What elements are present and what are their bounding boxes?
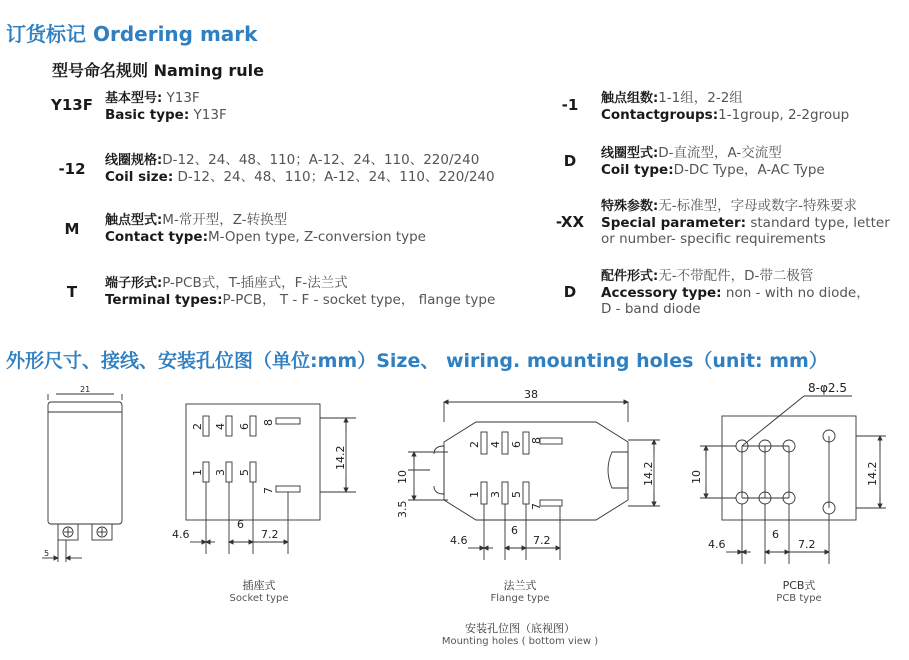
rule-coil-size: 线圈规格:D-12、24、48、110；A-12、24、110、220/240 Coil size: D-12、24、48、110；A-12、24、110、220/240 [105, 152, 495, 185]
pcb-dim-7-2: 7.2 [798, 538, 816, 551]
flange-dim-3-5: 3.5 [396, 500, 409, 518]
rule-contact-type: 触点型式:M-常开型，Z-转换型 Contact type:M-Open type, Z-conversion type [105, 212, 426, 245]
dim-width-21: 21 [80, 385, 91, 394]
flange-pin-6: 6 [510, 441, 523, 448]
caption-pcb-type: PCB式 PCB type [776, 579, 822, 604]
flange-pin-3: 3 [489, 491, 502, 498]
code-basic-type: Y13F [51, 96, 93, 114]
socket-pin-6: 6 [238, 423, 251, 430]
pcb-dim-14-2: 14.2 [866, 461, 879, 486]
code-terminal-type: T [66, 283, 78, 301]
flange-dim-10: 10 [396, 470, 409, 484]
flange-pin-4: 4 [489, 441, 502, 448]
caption-mounting-holes: 安装孔位图（底视图） Mounting holes ( bottom view ) [441, 622, 599, 647]
code-accessory-type: D [563, 283, 577, 301]
flange-dim-4-6: 4.6 [450, 534, 468, 547]
code-special-parameter: -XX [555, 213, 585, 231]
pcb-holes [736, 430, 835, 514]
pcb-dim-10: 10 [690, 470, 703, 484]
socket-dim-14-2: 14.2 [334, 445, 347, 470]
pcb-type-drawing [700, 396, 886, 564]
naming-rule-subtitle: 型号命名规则 Naming rule [52, 61, 264, 80]
code-contact-groups: -1 [561, 96, 579, 114]
rule-contact-groups: 触点组数:1-1组，2-2组 Contactgroups:1-1group, 2-2group [601, 90, 850, 123]
caption-socket-type: 插座式 Socket type [229, 579, 289, 604]
flange-dim-14-2: 14.2 [642, 461, 655, 486]
flange-dim-38: 38 [524, 388, 538, 401]
pcb-dim-6: 6 [772, 528, 779, 541]
pcb-dim-4-6: 4.6 [708, 538, 726, 551]
rule-coil-type: 线圈型式:D-直流型，A-交流型 Coil type:D-DC Type，A-AC Type [601, 145, 825, 178]
flange-pin-8: 8 [530, 437, 543, 444]
socket-dim-6: 6 [237, 518, 244, 531]
relay-side-view [42, 394, 122, 562]
code-coil-type: D [563, 152, 577, 170]
socket-pin-4: 4 [214, 423, 227, 430]
flange-pin-1: 1 [468, 491, 481, 498]
socket-dim-7-2: 7.2 [261, 528, 279, 541]
caption-flange-type: 法兰式 Flange type [490, 579, 550, 604]
flange-dim-7-2: 7.2 [533, 534, 551, 547]
rule-terminal-type: 端子形式:P-PCB式，T-插座式，F-法兰式 Terminal types:P-PCB， T - F - socket type， flange type [105, 275, 496, 308]
size-wiring-title: 外形尺寸、接线、安装孔位图（单位:mm）Size、 wiring. mounting holes（unit: mm） [6, 350, 828, 372]
socket-pin-1: 1 [191, 469, 204, 476]
dim-5: 5 [44, 549, 50, 558]
pcb-holes-label: 8-φ2.5 [808, 382, 847, 395]
rule-special-parameter: 特殊参数:无-标准型，字母或数字-特殊要求 Special parameter: standard type, letter or number- specific requirements [601, 198, 890, 247]
code-contact-type: M [64, 220, 80, 238]
rule-basic-type: 基本型号: Y13F Basic type: Y13F [105, 90, 227, 123]
socket-dim-4-6: 4.6 [172, 528, 190, 541]
socket-pin-3: 3 [214, 469, 227, 476]
flange-pin-2: 2 [468, 441, 481, 448]
code-coil-size: -12 [58, 160, 86, 178]
socket-pin-2: 2 [191, 423, 204, 430]
drawings [0, 382, 909, 652]
flange-pin-5: 5 [510, 491, 523, 498]
ordering-mark-title: 订货标记 Ordering mark [6, 22, 258, 46]
rule-accessory-type: 配件形式:无-不带配件，D-带二极管 Accessory type: non - with no diode， D - band diode [601, 268, 870, 317]
flange-dim-6: 6 [511, 524, 518, 537]
socket-pin-5: 5 [238, 469, 251, 476]
flange-pin-7: 7 [530, 503, 543, 510]
socket-pin-7: 7 [262, 487, 275, 494]
socket-pin-8: 8 [262, 419, 275, 426]
